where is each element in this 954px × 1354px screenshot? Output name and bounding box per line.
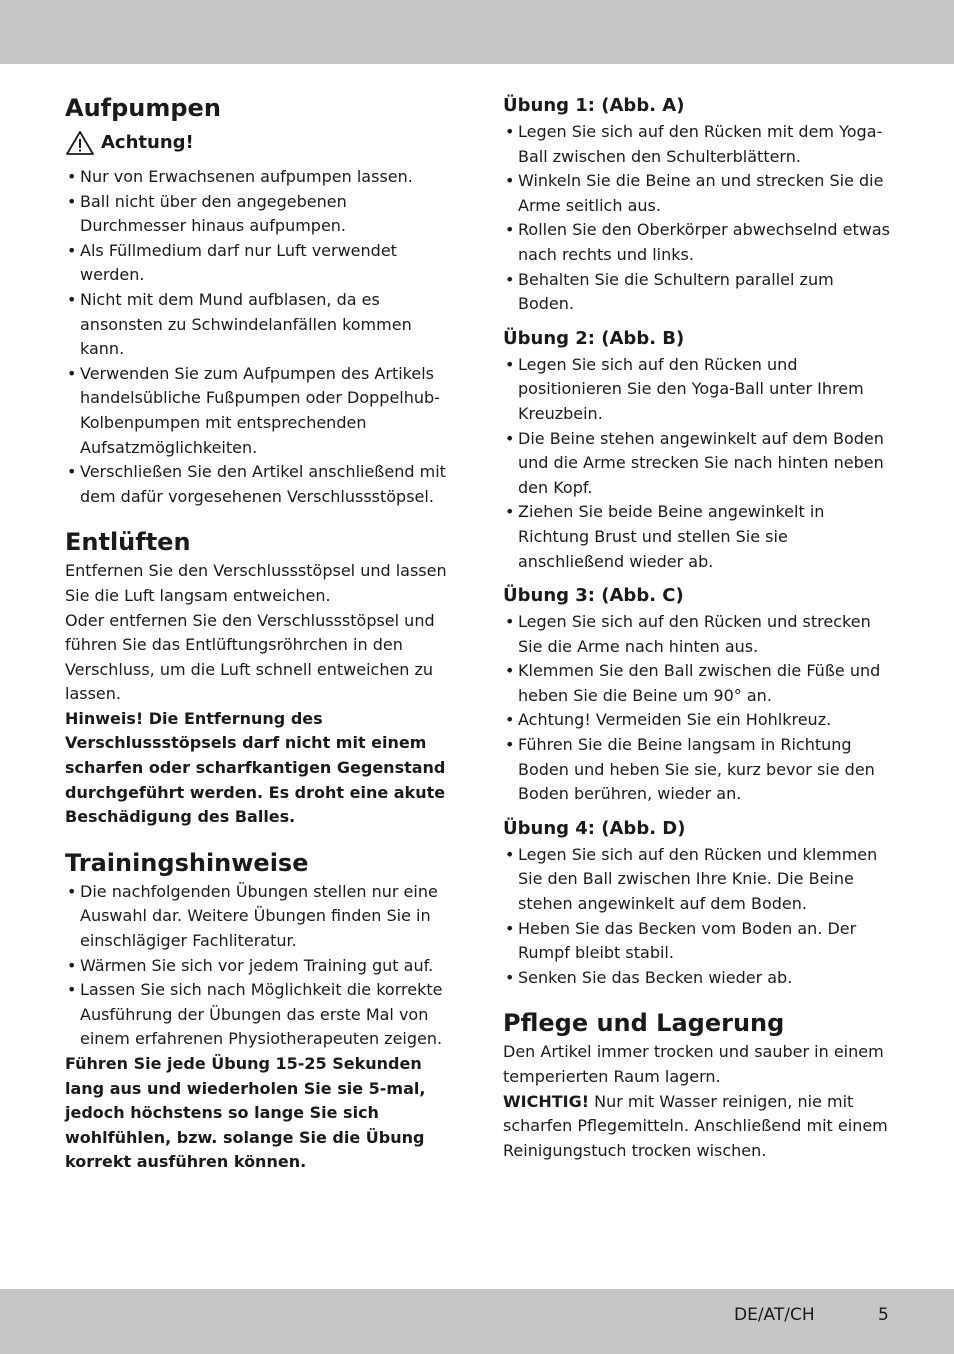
list-item: • Senken Sie das Becken wieder ab.	[503, 966, 893, 991]
list-item: • Achtung! Vermeiden Sie ein Hohlkreuz.	[503, 708, 893, 733]
training-note: Führen Sie jede Übung 15-25 Sekunden lang aus und wiederholen Sie sie 5-mal, jedoch höchstens so lange Sie sich wohlfühlen, bzw. solange Sie die Übung korrekt ausführen können.	[65, 1054, 426, 1172]
heading-aufpumpen: Aufpumpen	[65, 94, 221, 122]
warning-label: Achtung!	[101, 132, 194, 153]
left-column	[65, 91, 457, 1175]
page-number: 5	[878, 1305, 889, 1325]
list-item: • Klemmen Sie den Ball zwischen die Füße und heben Sie die Beine um 90° an.	[503, 659, 893, 708]
list-item: • Legen Sie sich auf den Rücken und positionieren Sie den Yoga-Ball unter Ihrem Kreuzbein.	[503, 353, 893, 427]
aufpumpen-list	[65, 165, 457, 509]
uebung-2-list	[503, 353, 893, 574]
warning-triangle-icon	[65, 130, 95, 156]
list-item: • Die nachfolgenden Übungen stellen nur eine Auswahl dar. Weitere Übungen finden Sie in einschlägiger Fachliteratur.	[65, 880, 457, 954]
pflege-note-text: Nur mit Wasser reinigen, nie mit scharfen Pflegemitteln. Anschließend mit einem Reinigungstuch trocken wischen.	[503, 1091, 888, 1160]
pflege-note-label: WICHTIG!	[503, 1091, 590, 1111]
heading-uebung-4: Übung 4: (Abb. D)	[503, 817, 686, 839]
list-item: • Legen Sie sich auf den Rücken und klemmen Sie den Ball zwischen Ihre Knie. Die Beine stehen angewinkelt auf dem Boden.	[503, 843, 893, 917]
heading-entlueften: Entlüften	[65, 528, 191, 557]
list-item: • Winkeln Sie die Beine an und strecken Sie die Arme seitlich aus.	[503, 169, 893, 218]
heading-uebung-2: Übung 2: (Abb. B)	[503, 327, 685, 349]
list-item: • Ball nicht über den angegebenen Durchmesser hinaus aufpumpen.	[65, 190, 457, 239]
uebung-4-list	[503, 843, 893, 991]
heading-trainingshinweise: Trainingshinweise	[65, 848, 309, 877]
list-item: • Heben Sie das Becken vom Boden an. Der Rumpf bleibt stabil.	[503, 917, 893, 966]
list-item: • Ziehen Sie beide Beine angewinkelt in Richtung Brust und stellen Sie sie anschließend wieder ab.	[503, 500, 893, 574]
header-bar	[0, 0, 954, 64]
training-list	[65, 880, 457, 1052]
pflege-note	[503, 1090, 893, 1164]
heading-uebung-3: Übung 3: (Abb. C)	[503, 585, 684, 607]
warning-heading	[65, 129, 457, 157]
entlueften-note: Hinweis! Die Entfernung des Verschlussstöpsels darf nicht mit einem scharfen oder scharfkantigen Gegenstand durchgeführt werden. Es droht eine akute Beschädigung des Balles.	[65, 708, 446, 827]
pflege-paragraph: Den Artikel immer trocken und sauber in einem temperierten Raum lagern.	[503, 1042, 884, 1086]
heading-uebung-1: Übung 1: (Abb. A)	[503, 95, 685, 116]
right-column	[503, 92, 893, 1163]
list-item: • Nur von Erwachsenen aufpumpen lassen.	[65, 165, 457, 190]
uebung-3-list	[503, 610, 893, 807]
list-item: • Als Füllmedium darf nur Luft verwendet werden.	[65, 239, 457, 288]
entlueften-paragraph-2: Oder entfernen Sie den Verschlussstöpsel und führen Sie das Entlüftungsröhrchen in den Verschluss, um die Luft schnell entweichen zu lassen.	[65, 610, 435, 704]
list-item: • Verschließen Sie den Artikel anschließend mit dem dafür vorgesehenen Verschlussstöpsel.	[65, 460, 457, 509]
list-item: • Wärmen Sie sich vor jedem Training gut auf.	[65, 954, 457, 979]
list-item: • Die Beine stehen angewinkelt auf dem Boden und die Arme strecken Sie nach hinten neben den Kopf.	[503, 427, 893, 501]
list-item: • Legen Sie sich auf den Rücken und strecken Sie die Arme nach hinten aus.	[503, 610, 893, 659]
uebung-1-list	[503, 120, 893, 317]
list-item: • Führen Sie die Beine langsam in Richtung Boden und heben Sie sie, kurz bevor sie den Boden berühren, wieder an.	[503, 733, 893, 807]
list-item: • Nicht mit dem Mund aufblasen, da es ansonsten zu Schwindelanfällen kommen kann.	[65, 288, 457, 362]
heading-pflege-lagerung: Pflege und Lagerung	[503, 1009, 785, 1038]
list-item: • Rollen Sie den Oberkörper abwechselnd etwas nach rechts und links.	[503, 218, 893, 267]
list-item: • Behalten Sie die Schultern parallel zum Boden.	[503, 268, 893, 317]
list-item: • Legen Sie sich auf den Rücken mit dem Yoga-Ball zwischen den Schulterblättern.	[503, 120, 893, 169]
entlueften-paragraph-1: Entfernen Sie den Verschlussstöpsel und lassen Sie die Luft langsam entweichen.	[65, 561, 447, 605]
list-item: • Lassen Sie sich nach Möglichkeit die korrekte Ausführung der Übungen das erste Mal von einem erfahrenen Physiotherapeuten zeigen.	[65, 978, 457, 1052]
list-item: • Verwenden Sie zum Aufpumpen des Artikels handelsübliche Fußpumpen oder Doppelhub-Kolbenpumpen mit entsprechenden Aufsatzmöglichkeiten.	[65, 362, 457, 460]
footer-language-label: DE/AT/CH	[734, 1305, 815, 1325]
